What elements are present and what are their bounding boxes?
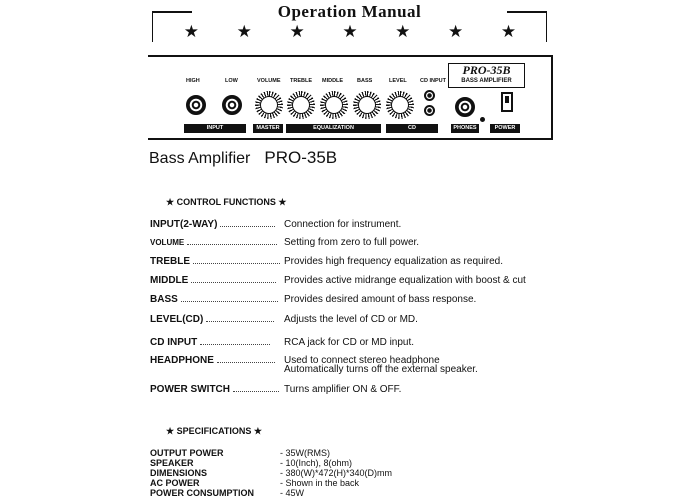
master-bar: MASTER [253, 124, 283, 133]
function-row [150, 312, 530, 326]
spec-label: OUTPUT POWER [150, 448, 224, 458]
function-desc: Provides active midrange equalization with boost & cut [284, 275, 526, 286]
star-icon: ★ [236, 22, 252, 41]
low-input-jack[interactable] [222, 95, 242, 115]
function-label: TREBLE [150, 256, 190, 267]
function-row [150, 217, 530, 231]
leader-dots [206, 321, 274, 322]
leader-dots [191, 282, 276, 283]
label-cd-input: CD INPUT [420, 78, 446, 84]
product-name: Bass Amplifier [149, 150, 251, 167]
leader-dots [193, 263, 280, 264]
function-label: POWER SWITCH [150, 384, 230, 395]
function-label: VOLUME [150, 238, 185, 247]
star-icon: ★ [342, 22, 358, 41]
spec-label: POWER CONSUMPTION [150, 488, 255, 498]
label-bass: BASS [357, 78, 373, 84]
label-treble: TREBLE [290, 78, 312, 84]
function-row [150, 292, 530, 306]
function-row [150, 273, 530, 287]
spec-value: - 10(Inch), 8(ohm) [280, 458, 353, 468]
phones-jack[interactable] [455, 97, 475, 117]
bass-knob[interactable] [353, 91, 381, 119]
function-desc: Used to connect stereo headphone [284, 355, 440, 366]
spec-label: DIMENSIONS [150, 468, 208, 478]
manual-title: Operation Manual [277, 2, 422, 21]
cd-bar: CD [386, 124, 438, 133]
leader-dots [217, 362, 275, 363]
star-icon: ★ [500, 22, 517, 41]
power-switch[interactable] [501, 92, 513, 112]
leader-dots [187, 244, 277, 245]
product-model: PRO-35B [264, 148, 338, 167]
spec-value: - 35W(RMS) [280, 448, 330, 458]
function-label: MIDDLE [150, 275, 189, 286]
function-desc: Setting from zero to full power. [284, 237, 420, 248]
spec-label: AC POWER [150, 478, 200, 488]
cd-input-rca-top[interactable] [424, 90, 435, 101]
volume-knob[interactable] [255, 91, 283, 119]
function-row [150, 235, 530, 249]
function-desc: Provides high frequency equalization as required. [284, 256, 504, 267]
star-icon: ★ [183, 22, 200, 41]
label-middle: MIDDLE [322, 78, 344, 84]
power-led [480, 117, 485, 122]
high-input-jack[interactable] [186, 95, 206, 115]
spec-value: - 45W [280, 488, 305, 498]
brand-plate [448, 63, 525, 88]
header-stars [165, 22, 535, 42]
label-low: LOW [225, 78, 238, 84]
function-label: CD INPUT [150, 337, 198, 348]
spec-label: SPEAKER [150, 458, 194, 468]
specifications-heading: ★ SPECIFICATIONS ★ [166, 426, 262, 436]
power-bar: POWER [490, 124, 520, 133]
function-label: LEVEL(CD) [150, 314, 204, 325]
function-label: BASS [150, 294, 178, 305]
function-label: INPUT(2-WAY) [150, 219, 218, 230]
brand-model: PRO-35B [462, 63, 511, 77]
function-desc-continued: Automatically turns off the external speaker. [284, 364, 478, 375]
function-desc: Connection for instrument. [284, 219, 402, 230]
label-level: LEVEL [389, 78, 407, 84]
equalization-bar: EQUALIZATION [286, 124, 381, 133]
label-high: HIGH [186, 78, 200, 84]
leader-dots [200, 344, 270, 345]
control-functions-heading: ★ CONTROL FUNCTIONS ★ [166, 197, 287, 207]
function-desc: Adjusts the level of CD or MD. [284, 314, 418, 325]
brand-subtitle: BASS AMPLIFIER [461, 78, 512, 84]
phones-bar: PHONES [451, 124, 479, 133]
function-label: HEADPHONE [150, 355, 214, 366]
function-desc: RCA jack for CD or MD input. [284, 337, 415, 348]
leader-dots [181, 301, 278, 302]
function-row [150, 254, 530, 268]
cd-input-rca-bottom[interactable] [424, 105, 435, 116]
level-knob[interactable] [386, 91, 414, 119]
middle-knob[interactable] [320, 91, 348, 119]
spec-value: - 380(W)*472(H)*340(D)mm [280, 468, 393, 478]
product-title [149, 148, 337, 168]
star-icon: ★ [289, 22, 305, 41]
spec-value: - Shown in the back [280, 478, 360, 488]
function-desc: Provides desired amount of bass response. [284, 294, 477, 305]
function-desc: Turns amplifier ON & OFF. [284, 384, 402, 395]
treble-knob[interactable] [287, 91, 315, 119]
leader-dots [233, 391, 279, 392]
function-row [150, 335, 530, 349]
label-volume: VOLUME [257, 78, 281, 84]
star-icon: ★ [448, 22, 464, 41]
leader-dots [220, 226, 275, 227]
function-row [150, 382, 530, 396]
star-icon: ★ [395, 22, 411, 41]
input-bar: INPUT [184, 124, 246, 133]
